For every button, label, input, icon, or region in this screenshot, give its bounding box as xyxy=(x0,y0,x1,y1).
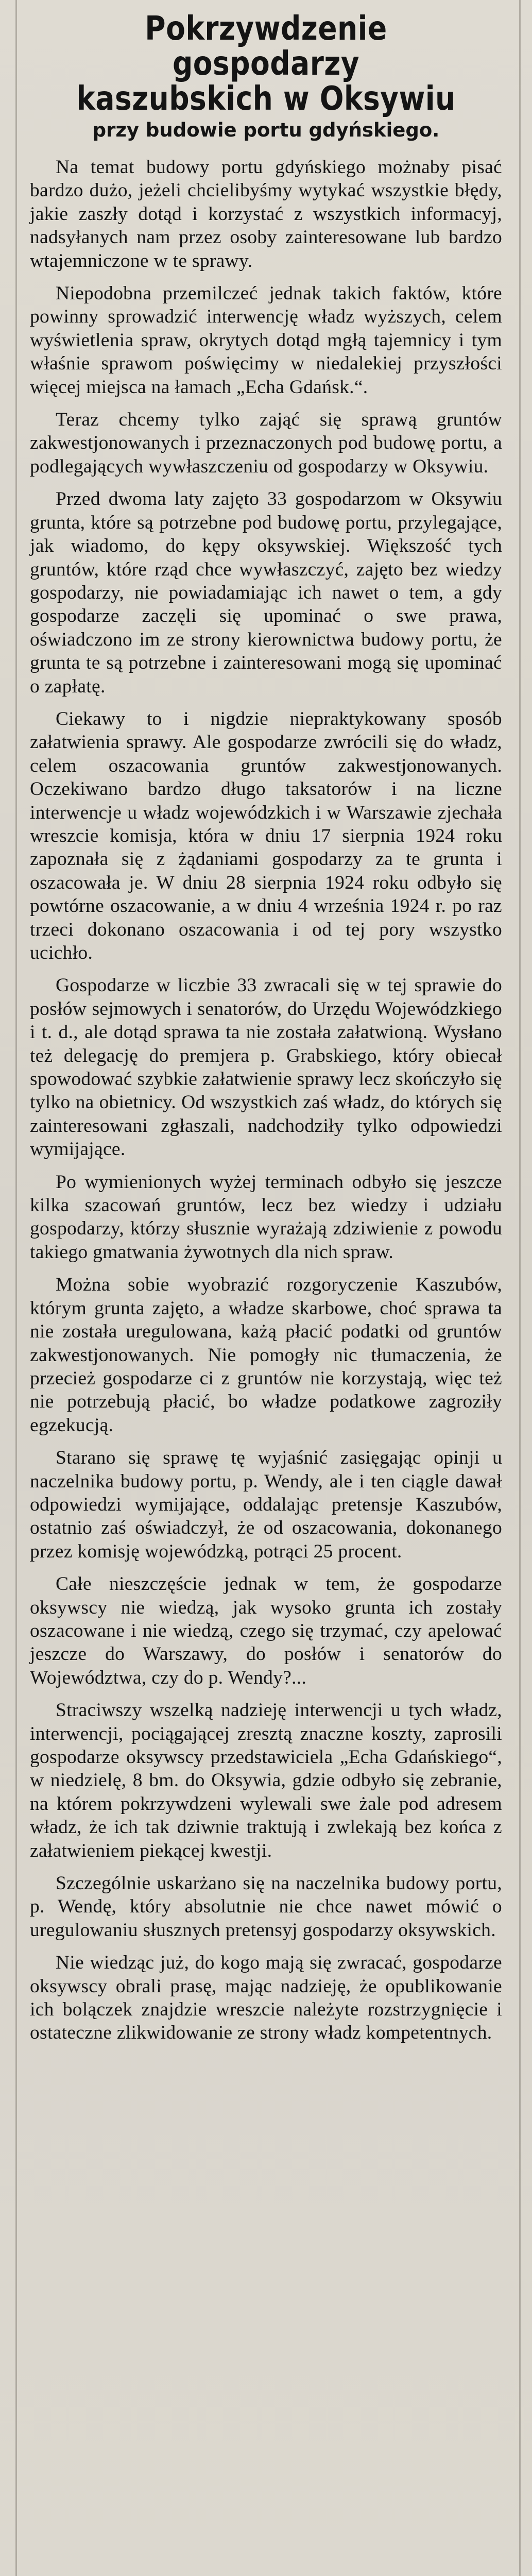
paragraph: Na temat budowy portu gdyńskiego możnaby pisać bardzo dużo, jeżeli chcielibyśmy wytykać wszystkie błędy, jakie zaszły dotąd i korzystać z wszystkich informacyj, nadsyłanych nam przez osoby zainteresowane lub bardzo wtajemniczone w te sprawy. xyxy=(30,157,502,272)
article-subtitle: przy budowie portu gdyńskiego. xyxy=(92,119,440,141)
title-line-2: kaszubskich w Oksywiu xyxy=(76,80,456,118)
article-header xyxy=(30,11,502,142)
left-column-rule xyxy=(15,0,17,2576)
paragraph: Starano się sprawę tę wyjaśnić zasięgając opinji u naczelnika budowy portu, p. Wendy, ale i ten ciągle dawał odpowiedzi wymijające, oddalając pretensje Kaszubów, ostatnio zaś oświadczył, że od oszacowania, dokonanego przez komisję wojewódzką, potrąci 25 procent. xyxy=(30,1447,502,1562)
paragraph: Przed dwoma laty zajęto 33 gospodarzom w Oksywiu grunta, które są potrzebne pod budowę portu, przylegające, jak wiadomo, do kępy oksywskiej. Większość tych gruntów, które rząd chce wywłaszczyć, zajęto bez wiedzy gospodarzy, nie powiadamiając ich nawet o tem, a gdy gospodarze zaczęli się upominać o swe prawa, oświadczono im ze strony kierownictwa budowy portu, że grunta te są potrzebne i zainteresowani mogą się upominać o zapłatę. xyxy=(30,488,502,697)
article-body xyxy=(30,156,502,2045)
paragraph: Można sobie wyobrazić rozgoryczenie Kaszubów, którym grunta zajęto, a władze skarbowe, choć sprawa ta nie została uregulowana, każą płacić podatki od gruntów zakwestjonowanych. Nie pomogły nic tłumaczenia, że przecież gospodarze ci z gruntów nie korzystają, więc też nie potrzebują płacić, bo władze podatkowe zagroziły egzekucją. xyxy=(30,1274,502,1436)
paragraph: Teraz chcemy tylko zająć się sprawą gruntów zakwestjonowanych i przeznaczonych pod budowę portu, a podlegających wywłaszczeniu od gospodarzy w Oksywiu. xyxy=(30,409,502,477)
paragraph: Szczególnie uskarżano się na naczelnika budowy portu, p. Wendę, który absolutnie nie chce nawet mówić o uregulowaniu słusznych pretensyj gospodarzy oksywskich. xyxy=(30,1873,502,1941)
article-title xyxy=(63,11,469,116)
paragraph: Straciwszy wszelką nadzieję interwencji u tych władz, interwencji, pociągającej zresztą znaczne koszty, zaprosili gospodarze oksywscy przedstawiciela „Echa Gdańskiego“, w niedzielę, 8 bm. do Oksywia, gdzie odbyło się zebranie, na którem pokrzywdzeni wylewali swe żale pod adresem władz, że ich tak dziwnie traktują i zwlekają bez końca z załatwieniem piekącej kwestji. xyxy=(30,1700,502,1861)
paragraph: Ciekawy to i nigdzie niepraktykowany sposób załatwienia sprawy. Ale gospodarze zwrócili się do władz, celem oszacowania gruntów zakwestjonowanych. Oczekiwano bardzo długo taksatorów i na liczne interwencje u władz wojewódzkich i w Warszawie zjechała wreszcie komisja, która w dniu 17 sierpnia 1924 roku zapoznała się z żądaniami gospodarzy za te grunta i oszacowała je. W dniu 28 sierpnia 1924 roku odbyło się powtórne oszacowanie, a w dniu 4 września 1924 r. po raz trzeci dokonano oszacowania i od tej pory wszystko ucichło. xyxy=(30,708,502,963)
paragraph: Po wymienionych wyżej terminach odbyło się jeszcze kilka szacowań gruntów, lecz bez wiedzy i udziału gospodarzy, którzy słusznie wyrażają zdziwienie z powodu takiego gmatwania żywotnych dla nich spraw. xyxy=(30,1171,502,1263)
paragraph: Nie wiedząc już, do kogo mają się zwracać, gospodarze oksywscy obrali prasę, mając nadzieję, że opublikowanie ich bolączek znajdzie wreszcie należyte rozstrzygnięcie i ostateczne zlikwidowanie ze strony władz kompetentnych. xyxy=(30,1952,502,2044)
right-column-rule xyxy=(519,0,521,2576)
paragraph: Gospodarze w liczbie 33 zwracali się w tej sprawie do posłów sejmowych i senatorów, do Urzędu Wojewódzkiego i t. d., ale dotąd sprawa ta nie została załatwioną. Wysłano też delegację do premjera p. Grabskiego, który obiecał spowodować szybkie załatwienie sprawy lecz skończyło się tylko na obietnicy. Od wszystkich zaś władz, do których się zainteresowani zgłaszali, nadchodziły tylko odpowiedzi wymijające. xyxy=(30,975,502,1160)
title-line-1: Pokrzywdzenie gospodarzy xyxy=(145,10,387,83)
paragraph: Całe nieszczęście jednak w tem, że gospodarze oksywscy nie wiedzą, jak wysoko grunta ich zostały oszacowane i nie wiedzą, czego się trzymać, czy apelować jeszcze do Warszawy, do posłów i senatorów do Województwa, czy do p. Wendy?... xyxy=(30,1573,502,1688)
paragraph: Niepodobna przemilczeć jednak takich faktów, które powinny sprowadzić interwencję władz wyższych, celem wyświetlenia spraw, okrytych dotąd mgłą tajemnicy i tym właśnie sprawom poświęcimy w niedalekiej przyszłości więcej miejsca na łamach „Echa Gdańsk.“. xyxy=(30,283,502,398)
